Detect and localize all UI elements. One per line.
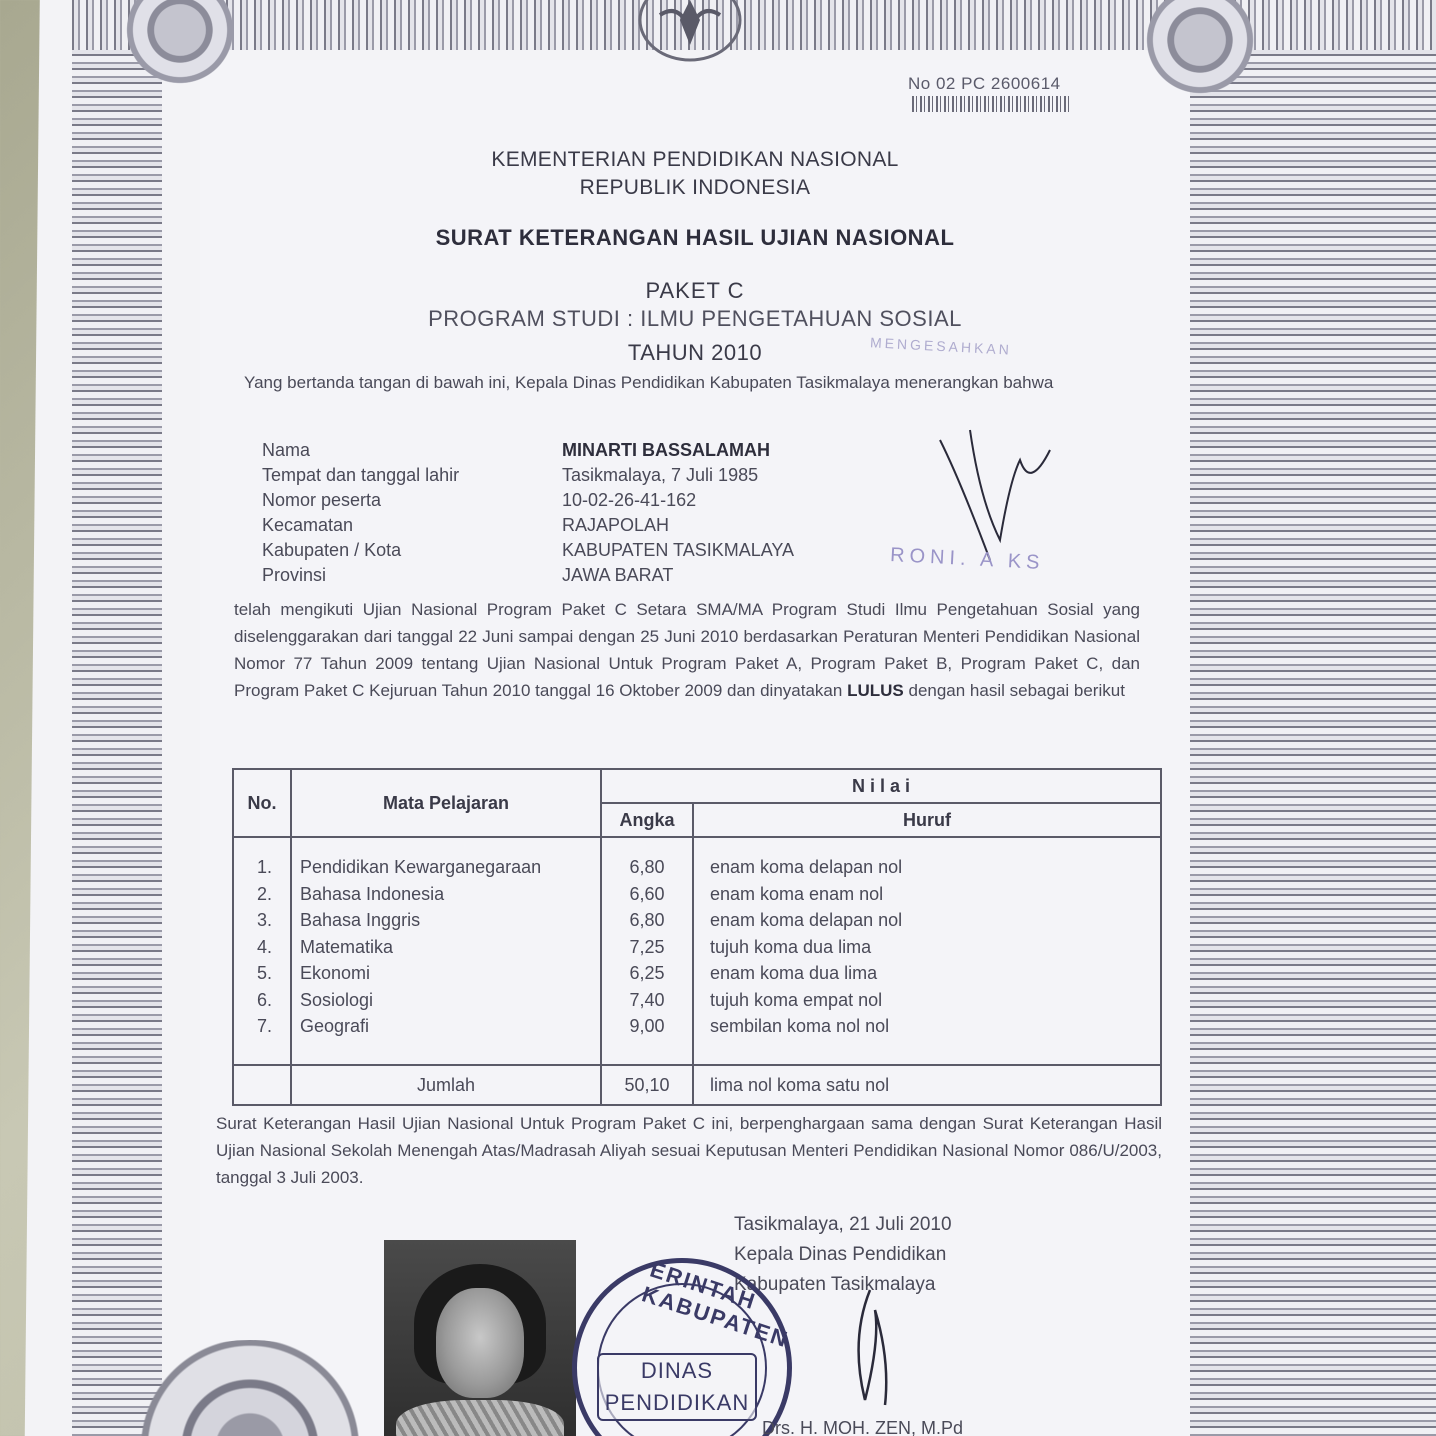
sum-angka: 50,10 bbox=[601, 1065, 693, 1105]
row-angka: 6,60 bbox=[629, 883, 665, 904]
sum-empty-cell bbox=[233, 1065, 291, 1105]
row-mapel: Sosiologi bbox=[300, 989, 374, 1010]
stamp-line-2: PENDIDIKAN bbox=[604, 1390, 750, 1415]
ministry-line-1: KEMENTERIAN PENDIDIKAN NASIONAL bbox=[491, 148, 899, 171]
field-row bbox=[262, 563, 794, 588]
field-value: JAWA BARAT bbox=[562, 565, 674, 585]
row-angka: 6,80 bbox=[629, 857, 665, 877]
column-huruf bbox=[693, 837, 1161, 1065]
ministry-line-2: REPUBLIK INDONESIA bbox=[579, 176, 811, 199]
row-huruf: tujuh koma empat nol bbox=[710, 989, 883, 1010]
row-huruf: sembilan koma nol nol bbox=[710, 1016, 890, 1036]
column-mata-pelajaran bbox=[291, 837, 601, 1065]
field-row bbox=[262, 513, 794, 538]
sum-huruf: lima nol koma satu nol bbox=[693, 1065, 1161, 1105]
field-label: Kecamatan bbox=[262, 515, 354, 535]
row-mapel: Geografi bbox=[300, 1016, 370, 1036]
row-no: 4. bbox=[256, 936, 272, 957]
program-label: PROGRAM STUDI : ILMU PENGETAHUAN SOSIAL bbox=[428, 306, 962, 331]
grades-table bbox=[232, 768, 1162, 1106]
field-row bbox=[262, 538, 794, 563]
field-label: Kabupaten / Kota bbox=[262, 540, 402, 560]
field-value: 10-02-26-41-162 bbox=[562, 490, 697, 510]
row-no: 5. bbox=[256, 963, 272, 983]
row-angka: 6,25 bbox=[629, 963, 665, 983]
ministry-heading bbox=[200, 146, 1190, 202]
row-angka: 6,80 bbox=[629, 910, 665, 930]
row-mapel: Bahasa Indonesia bbox=[300, 883, 445, 904]
row-huruf: enam koma enam nol bbox=[710, 883, 884, 904]
closing-text: Surat Keterangan Hasil Ujian Nasional Untuk Program Paket C ini, berpenghargaan sama dengan Surat Keterangan Hasil Ujian Nasional Sekolah Menengah Atas/Madrasah Aliyah sesuai Keputusan Menteri Pendidikan Nasional Nomor 086/U/2003, tanggal 3 Juli 2003. bbox=[216, 1114, 1162, 1187]
field-label: Nama bbox=[262, 440, 311, 460]
validation-stamp-line: MENGESAHKAN bbox=[869, 334, 1013, 358]
column-no bbox=[233, 837, 291, 1065]
paket-label: PAKET C bbox=[645, 278, 745, 303]
field-label: Nomor peserta bbox=[262, 490, 382, 510]
column-angka bbox=[601, 837, 693, 1065]
row-angka: 7,25 bbox=[629, 936, 665, 957]
document-title: SURAT KETERANGAN HASIL UJIAN NASIONAL bbox=[435, 225, 955, 250]
row-huruf: enam koma dua lima bbox=[710, 963, 878, 983]
stamp-signer-name: RONI. A KS bbox=[889, 543, 1045, 575]
header-huruf: Huruf bbox=[693, 803, 1161, 837]
document-number: No 02 PC 2600614 bbox=[908, 74, 1061, 93]
row-no: 6. bbox=[256, 989, 272, 1010]
stamp-center-box bbox=[597, 1353, 757, 1421]
statement-part-1: telah mengikuti Ujian Nasional Program Paket C Setara SMA/MA Program Studi Ilmu Pengetahuan Sosial yang diselenggarakan dari tanggal 22 Juni sampai dengan 25 Juni 2010 berdasarkan Peraturan Menteri Pendidikan Nasional Nomor 77 Tahun 2009 tentang Ujian Nasional Untuk Program Paket A, Program Paket B, Program Paket C, dan Program Paket C Kejuruan Tahun 2010 tanggal 16 Oktober 2009 dan dinyatakan bbox=[234, 600, 1140, 700]
field-row bbox=[262, 463, 794, 488]
field-label: Tempat dan tanggal lahir bbox=[262, 465, 460, 485]
place-date: Tasikmalaya, 21 Juli 2010 bbox=[734, 1214, 952, 1235]
header-angka: Angka bbox=[601, 803, 693, 837]
year-label: TAHUN 2010 bbox=[627, 340, 763, 365]
row-angka: 7,40 bbox=[629, 989, 665, 1010]
field-label: Provinsi bbox=[262, 565, 327, 585]
field-value: KABUPATEN TASIKMALAYA bbox=[562, 540, 795, 560]
ornamental-border-left bbox=[72, 0, 162, 1436]
row-huruf: tujuh koma dua lima bbox=[710, 936, 872, 957]
statement-text bbox=[234, 596, 1140, 704]
signer-name: Drs. H. MOH. ZEN, M.Pd bbox=[762, 1418, 964, 1436]
field-row bbox=[262, 438, 794, 463]
header-no: No. bbox=[233, 769, 291, 837]
field-row bbox=[262, 488, 794, 513]
field-value: Tasikmalaya, 7 Juli 1985 bbox=[562, 465, 759, 485]
ornamental-border-right bbox=[1172, 0, 1436, 1436]
row-mapel: Bahasa Inggris bbox=[300, 910, 421, 930]
student-photo bbox=[384, 1240, 576, 1436]
barcode bbox=[912, 96, 1072, 112]
field-value: RAJAPOLAH bbox=[562, 515, 670, 535]
stamp-arc-text: ERINTAH KABUPATEN bbox=[639, 1256, 793, 1353]
intro-text: Yang bertanda tangan di bawah ini, Kepala Dinas Pendidikan Kabupaten Tasikmalaya menerangkan bahwa bbox=[244, 373, 1054, 392]
certificate-body bbox=[200, 60, 1190, 1436]
row-angka: 9,00 bbox=[629, 1016, 665, 1036]
row-huruf: enam koma delapan nol bbox=[710, 857, 903, 877]
field-value-name: MINARTI BASSALAMAH bbox=[562, 440, 770, 460]
row-no: 1. bbox=[256, 857, 272, 877]
lulus-label: LULUS bbox=[847, 681, 904, 700]
header-mata-pelajaran: Mata Pelajaran bbox=[291, 769, 601, 837]
statement-part-2: dengan hasil sebagai berikut bbox=[908, 681, 1125, 700]
row-mapel: Pendidikan Kewarganegaraan bbox=[300, 857, 542, 877]
signature-kepala-dinas bbox=[830, 1280, 920, 1410]
position-line-2: Kabupaten Tasikmalaya bbox=[734, 1274, 936, 1295]
garuda-emblem-icon bbox=[630, 0, 750, 70]
identity-fields bbox=[262, 438, 794, 588]
header-nilai: N i l a i bbox=[601, 769, 1161, 803]
row-no: 2. bbox=[256, 883, 272, 904]
stamp-line-1: DINAS bbox=[640, 1358, 714, 1383]
row-mapel: Ekonomi bbox=[300, 963, 371, 983]
row-no: 3. bbox=[256, 910, 272, 930]
position-line-1: Kepala Dinas Pendidikan bbox=[734, 1244, 947, 1265]
sum-label: Jumlah bbox=[291, 1065, 601, 1105]
row-no: 7. bbox=[256, 1016, 272, 1036]
row-mapel: Matematika bbox=[300, 936, 394, 957]
row-huruf: enam koma delapan nol bbox=[710, 910, 903, 930]
